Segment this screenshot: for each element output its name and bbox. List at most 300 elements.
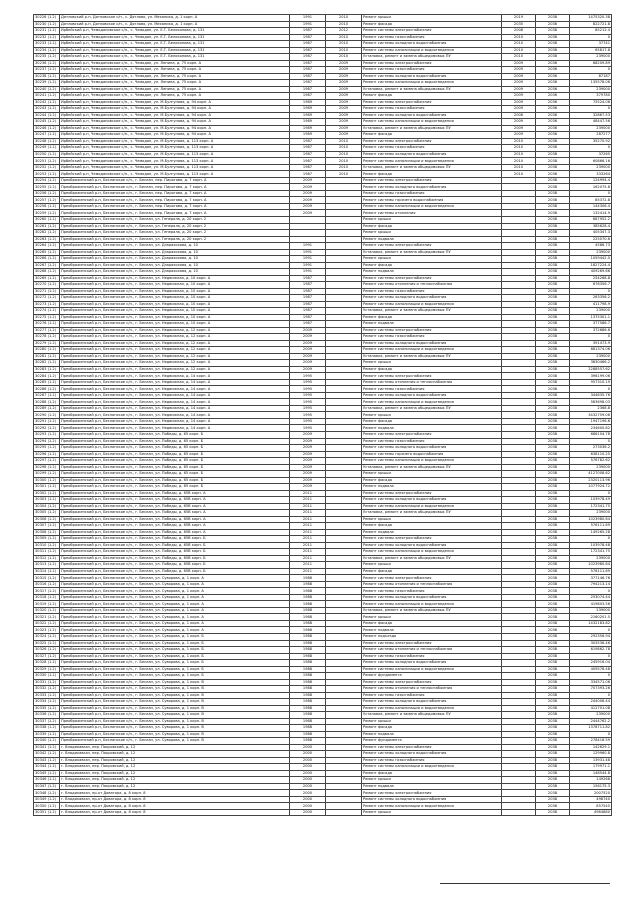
cell-work: Ремонт системы электроснабжения bbox=[362, 60, 502, 67]
cell-year_built: 2009 bbox=[290, 484, 326, 491]
cell-num: 30346 (1.2) bbox=[34, 777, 60, 784]
cell-sum: 0 bbox=[570, 692, 612, 699]
cell-fact_year: 2038 bbox=[536, 438, 570, 445]
cell-num: 30339 (1.2) bbox=[34, 731, 60, 738]
cell-sum: 239000 bbox=[570, 464, 612, 471]
cell-plan_year: 2010 bbox=[502, 164, 536, 171]
cell-fact_year: 2038 bbox=[536, 503, 570, 510]
cell-work: Ремонт системы отопления и теплоснабжения bbox=[362, 686, 502, 693]
cell-sum: 239000 bbox=[570, 353, 612, 360]
cell-work: Ремонт крыши bbox=[362, 412, 502, 419]
cell-sum: 0 bbox=[570, 653, 612, 660]
cell-fact_year: 2036 bbox=[536, 80, 570, 87]
cell-sum: 103978.49 bbox=[570, 497, 612, 504]
cell-address: Ирбейский р-н, Чемодановское с/п., с. Чемодан, ул. Е.Т. Белоконова, д. 131 bbox=[60, 47, 290, 54]
cell-fact_year: 2038 bbox=[536, 627, 570, 634]
cell-num: 30340 (1.2) bbox=[34, 738, 60, 745]
cell-fact_year: 2038 bbox=[536, 523, 570, 530]
cell-num: 30296 (1.2) bbox=[34, 451, 60, 458]
cell-fact_year: 2038 bbox=[536, 542, 570, 549]
cell-year_ext: 2010 bbox=[326, 158, 362, 165]
cell-address: Преображенский р-н, Бесланское с/п., г. Беслан, ул. Победы, д. 65 корп. Б bbox=[60, 451, 290, 458]
cell-fact_year: 2036 bbox=[536, 112, 570, 119]
cell-num: 30260 (1.2) bbox=[34, 216, 60, 223]
cell-year_built: 1988 bbox=[290, 594, 326, 601]
cell-plan_year: 2009 bbox=[502, 119, 536, 126]
cell-fact_year: 2038 bbox=[536, 164, 570, 171]
cell-work: Ремонт системы холодного водоснабжения bbox=[362, 796, 502, 803]
cell-work: Ремонт системы канализации и водоотведения bbox=[362, 601, 502, 608]
cell-address: Преображенский р-н, Бесланское с/п., г. Беслан, ул. Суворова, д. 1 корп. В bbox=[60, 738, 290, 745]
cell-num: 30301 (1.2) bbox=[34, 484, 60, 491]
cell-year_built: 2011 bbox=[290, 510, 326, 517]
cell-sum: 576111.69 bbox=[570, 523, 612, 530]
cell-address: Преображенский р-н, Бесланское с/п., г. Беслан, ул. Недвижная, д. 14 корп. А bbox=[60, 386, 290, 393]
cell-num: 30246 (1.2) bbox=[34, 125, 60, 132]
cell-year_built: 1995 bbox=[290, 405, 326, 412]
cell-fact_year: 2038 bbox=[536, 145, 570, 152]
cell-work: Ремонт системы электроснабжения bbox=[362, 536, 502, 543]
cell-num: 30264 (1.2) bbox=[34, 243, 60, 250]
cell-work: Ремонт фасада bbox=[362, 93, 502, 100]
cell-sum: 273036.2 bbox=[570, 445, 612, 452]
cell-plan_year: 2010 bbox=[502, 41, 536, 48]
cell-num: 30279 (1.2) bbox=[34, 340, 60, 347]
cell-num: 30285 (1.2) bbox=[34, 379, 60, 386]
cell-num: 30270 (1.2) bbox=[34, 282, 60, 289]
cell-work: Ремонт фасада bbox=[362, 314, 502, 321]
cell-year_ext: 2010 bbox=[326, 171, 362, 178]
cell-work: Ремонт подвала bbox=[362, 627, 502, 634]
cell-num: 30318 (1.2) bbox=[34, 594, 60, 601]
cell-year_built: 1988 bbox=[290, 738, 326, 745]
cell-address: Преображенский р-н, Бесланское с/п., г. Беслан, ул. Победы, д. 65 корп. Б bbox=[60, 445, 290, 452]
cell-num: 30330 (1.2) bbox=[34, 673, 60, 680]
cell-address: Преображенский р-н, Бесланское с/п., г. Беслан, пер. Пирогова, д. 7 корп. А bbox=[60, 184, 290, 191]
repair-program-table bbox=[33, 14, 612, 816]
cell-num: 30277 (1.2) bbox=[34, 327, 60, 334]
cell-address: Преображенский р-н, Бесланское с/п., г. Беслан, ул. Победы, д. 65В корп. А bbox=[60, 503, 290, 510]
cell-work: Ремонт фасада bbox=[362, 477, 502, 484]
cell-plan_year: 2009 bbox=[502, 125, 536, 132]
cell-num: 30233 (1.2) bbox=[34, 41, 60, 48]
cell-work: Ремонт системы холодного водоснабжения bbox=[362, 340, 502, 347]
cell-year_built: 1987 bbox=[290, 151, 326, 158]
cell-address: Преображенский р-н, Бесланское с/п., г. Беслан, ул. Победы, д. 65 корп. Б bbox=[60, 477, 290, 484]
cell-fact_year: 2038 bbox=[536, 633, 570, 640]
cell-num: 30306 (1.2) bbox=[34, 516, 60, 523]
cell-sum: 1023980.64 bbox=[570, 562, 612, 569]
cell-num: 30324 (1.2) bbox=[34, 633, 60, 640]
cell-work: Ремонт системы канализации и водоотведения bbox=[362, 803, 502, 810]
cell-work: Ремонт подвала bbox=[362, 529, 502, 536]
cell-sum: 0 bbox=[570, 438, 612, 445]
cell-year_built: 2011 bbox=[290, 523, 326, 530]
cell-address: Дятловский р-н, Дятловское с/п., с. Дятлово, ул. Механика, д. 1 корп. А bbox=[60, 21, 290, 28]
cell-address: Преображенский р-н, Бесланское с/п., г. Беслан, пер. Пирогова, д. 7 корп. А bbox=[60, 203, 290, 210]
cell-work: Ремонт системы электроснабжения bbox=[362, 679, 502, 686]
cell-work: Ремонт крыши bbox=[362, 516, 502, 523]
cell-address: г. Владикавказ, пер. Покровский, д. 12 bbox=[60, 770, 290, 777]
cell-work: Ремонт системы горячего водоснабжения bbox=[362, 197, 502, 204]
cell-year_ext: 2009 bbox=[326, 119, 362, 126]
cell-num: 30265 (1.2) bbox=[34, 249, 60, 256]
cell-plan_year: 2009 bbox=[502, 73, 536, 80]
cell-fact_year: 2038 bbox=[536, 601, 570, 608]
cell-plan_year: 2009 bbox=[502, 67, 536, 74]
cell-address: Ирбейский р-н, Чемодановское с/п., с. Чемодан, ул. Е.Т. Белоконова, д. 131 bbox=[60, 28, 290, 35]
cell-year_built: 1988 bbox=[290, 666, 326, 673]
cell-year_built: 1988 bbox=[290, 686, 326, 693]
cell-work: Ремонт системы холодного водоснабжения bbox=[362, 594, 502, 601]
cell-sum: 377586.7 bbox=[570, 321, 612, 328]
cell-sum: 303536.46 bbox=[570, 640, 612, 647]
cell-year_ext: 2010 bbox=[326, 151, 362, 158]
cell-work: Ремонт крыши bbox=[362, 718, 502, 725]
cell-fact_year: 2036 bbox=[536, 86, 570, 93]
cell-fact_year: 2038 bbox=[536, 614, 570, 621]
cell-fact_year: 2038 bbox=[536, 256, 570, 263]
cell-fact_year: 2038 bbox=[536, 282, 570, 289]
cell-work: Ремонт фундамента bbox=[362, 738, 502, 745]
cell-year_ext: 2009 bbox=[326, 60, 362, 67]
cell-address: Преображенский р-н, Бесланское с/п., г. Беслан, ул. Победы, д. 65В корп. А bbox=[60, 516, 290, 523]
cell-year_built: 1988 bbox=[290, 581, 326, 588]
cell-plan_year: 2010 bbox=[502, 145, 536, 152]
cell-work: Ремонт крыши bbox=[362, 471, 502, 478]
cell-work: Ремонт системы газоснабжения bbox=[362, 386, 502, 393]
cell-fact_year: 2036 bbox=[536, 21, 570, 28]
cell-num: 30255 (1.2) bbox=[34, 184, 60, 191]
cell-year_built: 1988 bbox=[290, 731, 326, 738]
cell-sum: 32867.53 bbox=[570, 112, 612, 119]
cell-work: Установка, ремонт и замена общедомовых ПУ bbox=[362, 712, 502, 719]
cell-num: 30239 (1.2) bbox=[34, 80, 60, 87]
cell-sum: 0 bbox=[570, 536, 612, 543]
cell-year_built: 1987 bbox=[290, 34, 326, 41]
cell-fact_year: 2038 bbox=[536, 177, 570, 184]
cell-address: Преображенский р-н, Бесланское с/п., г. Беслан, ул. Победы, д. 65В корп. Б bbox=[60, 555, 290, 562]
cell-address: Преображенский р-н, Бесланское с/п., г. Беслан, ул. Дзарахохова, д. 10 bbox=[60, 249, 290, 256]
cell-work: Ремонт системы отопления и теплоснабжения bbox=[362, 282, 502, 289]
cell-work: Ремонт подвала bbox=[362, 783, 502, 790]
cell-year_built: 2011 bbox=[290, 529, 326, 536]
cell-plan_year: 2008 bbox=[502, 28, 536, 35]
cell-address: г. Владикавказ, пер. Покровский, д. 12 bbox=[60, 751, 290, 758]
cell-year_built: 1988 bbox=[290, 640, 326, 647]
cell-address: Ирбейский р-н, Чемодановское с/п., с. Чемодан, ул. Ленина, д. 75 корп. А bbox=[60, 67, 290, 74]
cell-sum: 4984880 bbox=[570, 809, 612, 816]
cell-plan_year: 2010 bbox=[502, 158, 536, 165]
cell-num: 30244 (1.2) bbox=[34, 112, 60, 119]
cell-sum: 1432183.82 bbox=[570, 620, 612, 627]
cell-address: Преображенский р-н, Бесланское с/п., г. Беслан, ул. Недвижная, д. 12 корп. А bbox=[60, 327, 290, 334]
cell-num: 30287 (1.2) bbox=[34, 392, 60, 399]
cell-year_built: 2009 bbox=[290, 334, 326, 341]
cell-work: Ремонт системы электроснабжения bbox=[362, 99, 502, 106]
cell-work: Ремонт системы отопления bbox=[362, 210, 502, 217]
cell-year_built: 2000 bbox=[290, 796, 326, 803]
cell-sum: 0 bbox=[570, 386, 612, 393]
cell-year_built: 2000 bbox=[290, 757, 326, 764]
cell-work: Ремонт системы электроснабжения bbox=[362, 490, 502, 497]
cell-fact_year: 2038 bbox=[536, 770, 570, 777]
cell-year_built: 1988 bbox=[290, 692, 326, 699]
cell-plan_year: 2009 bbox=[502, 93, 536, 100]
cell-address: г. Владикавказ, пр-кт Доватора, д. 8 корп. 8 bbox=[60, 790, 290, 797]
cell-address: Преображенский р-н, Бесланское с/п., г. Беслан, ул. Суворова, д. 1 корп. Б bbox=[60, 647, 290, 654]
cell-address: Преображенский р-н, Бесланское с/п., г. Беслан, ул. Суворова, д. 1 корп. В bbox=[60, 731, 290, 738]
cell-fact_year: 2038 bbox=[536, 666, 570, 673]
cell-plan_year: 2009 bbox=[502, 60, 536, 67]
cell-fact_year: 2038 bbox=[536, 288, 570, 295]
cell-plan_year: 2010 bbox=[502, 34, 536, 41]
cell-address: Преображенский р-н, Бесланское с/п., г. Беслан, ул. Суворова, д. 1 корп. А bbox=[60, 588, 290, 595]
cell-work: Ремонт фасада bbox=[362, 366, 502, 373]
cell-work: Ремонт системы газоснабжения bbox=[362, 438, 502, 445]
cell-num: 30289 (1.2) bbox=[34, 405, 60, 412]
cell-year_built: 2009 bbox=[290, 458, 326, 465]
cell-fact_year: 2038 bbox=[536, 230, 570, 237]
cell-fact_year: 2038 bbox=[536, 327, 570, 334]
cell-address: Ирбейский р-н, Чемодановское с/п., с. Чемодан, ул. М.Булгунова, д. 94 корп. А bbox=[60, 119, 290, 126]
cell-fact_year: 2038 bbox=[536, 269, 570, 276]
cell-fact_year: 2038 bbox=[536, 620, 570, 627]
cell-fact_year: 2038 bbox=[536, 731, 570, 738]
cell-work: Ремонт системы холодного водоснабжения bbox=[362, 112, 502, 119]
cell-work: Ремонт фасада bbox=[362, 725, 502, 732]
cell-num: 30284 (1.2) bbox=[34, 373, 60, 380]
cell-fact_year: 2036 bbox=[536, 125, 570, 132]
cell-num: 30337 (1.2) bbox=[34, 718, 60, 725]
cell-address: Преображенский р-н, Бесланское с/п., г. Беслан, ул. Недвижная, д. 12 корп. А bbox=[60, 334, 290, 341]
cell-plan_year: 2008 bbox=[502, 112, 536, 119]
cell-address: Преображенский р-н, Бесланское с/п., г. Беслан, ул. Победы, д. 65В корп. А bbox=[60, 523, 290, 530]
cell-fact_year: 2038 bbox=[536, 490, 570, 497]
cell-sum: 686104.78 bbox=[570, 432, 612, 439]
cell-work: Ремонт фасада bbox=[362, 418, 502, 425]
cell-sum: 2288557.62 bbox=[570, 366, 612, 373]
cell-num: 30299 (1.2) bbox=[34, 471, 60, 478]
cell-year_built: 1988 bbox=[290, 575, 326, 582]
cell-year_ext: 2009 bbox=[326, 106, 362, 113]
cell-year_ext: 2010 bbox=[326, 21, 362, 28]
cell-year_built: 2009 bbox=[290, 197, 326, 204]
cell-num: 30322 (1.2) bbox=[34, 620, 60, 627]
cell-work: Ремонт системы холодного водоснабжения bbox=[362, 73, 502, 80]
cell-year_built: 1987 bbox=[290, 288, 326, 295]
cell-fact_year: 2036 bbox=[536, 99, 570, 106]
cell-work: Установка, ремонт и замена общедомовых ПУ bbox=[362, 308, 502, 315]
cell-year_built: 1988 bbox=[290, 607, 326, 614]
cell-address: Преображенский р-н, Бесланское с/п., г. Беслан, ул. Победы, д. 65В корп. Б bbox=[60, 568, 290, 575]
cell-work: Ремонт крыши bbox=[362, 614, 502, 621]
cell-num: 30266 (1.2) bbox=[34, 256, 60, 263]
cell-year_built: 2009 bbox=[290, 432, 326, 439]
cell-sum: 2320113.96 bbox=[570, 477, 612, 484]
cell-year_built: 1995 bbox=[290, 412, 326, 419]
cell-work: Установка, ремонт и замена общедомовых ПУ bbox=[362, 555, 502, 562]
cell-fact_year: 2036 bbox=[536, 119, 570, 126]
cell-year_built: 2000 bbox=[290, 770, 326, 777]
cell-work: Ремонт крыши bbox=[362, 562, 502, 569]
cell-sum: 1077924.72 bbox=[570, 484, 612, 491]
cell-year_built: 2011 bbox=[290, 549, 326, 556]
cell-work: Ремонт системы электроснабжения bbox=[362, 575, 502, 582]
cell-fact_year: 2038 bbox=[536, 158, 570, 165]
cell-fact_year: 2038 bbox=[536, 249, 570, 256]
cell-num: 30317 (1.2) bbox=[34, 588, 60, 595]
cell-num: 30325 (1.2) bbox=[34, 640, 60, 647]
cell-num: 30298 (1.2) bbox=[34, 464, 60, 471]
cell-fact_year: 2038 bbox=[536, 373, 570, 380]
cell-sum: 48447.56 bbox=[570, 119, 612, 126]
cell-num: 30302 (1.2) bbox=[34, 490, 60, 497]
cell-year_built: 1988 bbox=[290, 633, 326, 640]
cell-year_ext: 2009 bbox=[326, 112, 362, 119]
cell-sum: 1023980.64 bbox=[570, 516, 612, 523]
cell-address: Преображенский р-н, Бесланское с/п., г. Беслан, пер. Пирогова, д. 7 корп. А bbox=[60, 197, 290, 204]
cell-sum: 412701.08 bbox=[570, 705, 612, 712]
cell-work: Ремонт подвала bbox=[362, 236, 502, 243]
cell-fact_year: 2038 bbox=[536, 262, 570, 269]
cell-num: 30243 (1.2) bbox=[34, 106, 60, 113]
cell-year_built: 1989 bbox=[290, 112, 326, 119]
cell-fact_year: 2038 bbox=[536, 484, 570, 491]
cell-num: 30262 (1.2) bbox=[34, 230, 60, 237]
cell-sum: 85212.4 bbox=[570, 28, 612, 35]
cell-address: Преображенский р-н, Бесланское с/п., г. Беслан, ул. Победы, д. 65 корп. Б bbox=[60, 432, 290, 439]
cell-year_built: 1988 bbox=[290, 614, 326, 621]
cell-sum: 0 bbox=[570, 490, 612, 497]
cell-year_built: 1988 bbox=[290, 660, 326, 667]
cell-fact_year: 2038 bbox=[536, 353, 570, 360]
cell-work: Ремонт системы канализации и водоотведения bbox=[362, 80, 502, 87]
cell-sum: 162075.8 bbox=[570, 184, 612, 191]
cell-work: Ремонт системы канализации и водоотведения bbox=[362, 47, 502, 54]
cell-sum: 253074.44 bbox=[570, 594, 612, 601]
cell-num: 30231 (1.2) bbox=[34, 28, 60, 35]
cell-sum: 35270.92 bbox=[570, 138, 612, 145]
cell-year_ext: 2010 bbox=[326, 34, 362, 41]
cell-address: Преображенский р-н, Бесланское с/п., г. Беслан, ул. Генерала, д. 20 корп. 2 bbox=[60, 216, 290, 223]
cell-sum: 87187 bbox=[570, 73, 612, 80]
cell-work: Ремонт подъезда bbox=[362, 633, 502, 640]
cell-address: Ирбейский р-н, Чемодановское с/п., с. Чемодан, ул. М.Булгунова, д. 94 корп. А bbox=[60, 132, 290, 139]
cell-work: Ремонт системы газоснабжения bbox=[362, 190, 502, 197]
table-row bbox=[34, 809, 612, 816]
cell-address: Преображенский р-н, Бесланское с/п., г. Беслан, ул. Суворова, д. 1 корп. В bbox=[60, 725, 290, 732]
cell-fact_year: 2038 bbox=[536, 360, 570, 367]
cell-work: Ремонт системы холодного водоснабжения bbox=[362, 751, 502, 758]
cell-sum: 409578.48 bbox=[570, 666, 612, 673]
cell-num: 30327 (1.2) bbox=[34, 653, 60, 660]
cell-sum: 681374.06 bbox=[570, 347, 612, 354]
cell-work: Ремонт фасада bbox=[362, 21, 502, 28]
cell-fact_year: 2038 bbox=[536, 725, 570, 732]
cell-num: 30334 (1.2) bbox=[34, 699, 60, 706]
cell-fact_year: 2038 bbox=[536, 197, 570, 204]
cell-work: Ремонт крыши bbox=[362, 256, 502, 263]
cell-fact_year: 2038 bbox=[536, 686, 570, 693]
cell-address: Ирбейский р-н, Чемодановское с/п., с. Чемодан, ул. М.Булгунова, д. 94 корп. А bbox=[60, 99, 290, 106]
cell-address: Преображенский р-н, Бесланское с/п., г. Беслан, ул. Недвижная, д. 10 корп. А bbox=[60, 314, 290, 321]
cell-address: Преображенский р-н, Бесланское с/п., г. Беслан, ул. Суворова, д. 1 корп. Б bbox=[60, 660, 290, 667]
cell-num: 30342 (1.2) bbox=[34, 751, 60, 758]
cell-num: 30286 (1.2) bbox=[34, 386, 60, 393]
cell-address: Преображенский р-н, Бесланское с/п., г. Беслан, ул. Суворова, д. 1 корп. Б bbox=[60, 673, 290, 680]
cell-sum: 419803.56 bbox=[570, 601, 612, 608]
cell-work: Ремонт подвала bbox=[362, 321, 502, 328]
cell-work: Ремонт подвала bbox=[362, 425, 502, 432]
cell-address: Преображенский р-н, Бесланское с/п., г. Беслан, ул. Недвижная, д. 10 корп. А bbox=[60, 282, 290, 289]
cell-year_built: 1987 bbox=[290, 164, 326, 171]
cell-sum: 129960.8 bbox=[570, 751, 612, 758]
cell-address: Преображенский р-н, Бесланское с/п., г. Беслан, ул. Суворова, д. 1 корп. В bbox=[60, 679, 290, 686]
cell-sum: 0 bbox=[570, 67, 612, 74]
cell-sum: 409269.66 bbox=[570, 269, 612, 276]
cell-fact_year: 2038 bbox=[536, 458, 570, 465]
cell-address: Преображенский р-н, Бесланское с/п., г. Беслан, ул. Недвижная, д. 10 корп. А bbox=[60, 301, 290, 308]
cell-work: Ремонт системы электроснабжения bbox=[362, 432, 502, 439]
cell-year_ext: 2010 bbox=[326, 164, 362, 171]
cell-sum: 148544.8 bbox=[570, 770, 612, 777]
cell-address: Преображенский р-н, Бесланское с/п., г. Беслан, ул. Недвижная, д. 10 корп. А bbox=[60, 275, 290, 282]
cell-year_built: 2011 bbox=[290, 536, 326, 543]
cell-plan_year: 2010 bbox=[502, 151, 536, 158]
cell-work: Ремонт фасада bbox=[362, 568, 502, 575]
cell-year_built: 2000 bbox=[290, 744, 326, 751]
cell-work: Установка, ремонт и замена общедомовых ПУ bbox=[362, 405, 502, 412]
cell-year_built: 1988 bbox=[290, 725, 326, 732]
cell-work: Установка, ремонт и замена общедомовых ПУ bbox=[362, 353, 502, 360]
cell-work: Ремонт системы газоснабжения bbox=[362, 757, 502, 764]
cell-num: 30343 (1.2) bbox=[34, 757, 60, 764]
footer-rule bbox=[440, 883, 610, 884]
cell-fact_year: 2036 bbox=[536, 67, 570, 74]
cell-sum: 37741 bbox=[570, 41, 612, 48]
cell-num: 30276 (1.2) bbox=[34, 321, 60, 328]
cell-num: 30258 (1.2) bbox=[34, 203, 60, 210]
cell-year_built: 1987 bbox=[290, 80, 326, 87]
cell-num: 30310 (1.2) bbox=[34, 542, 60, 549]
cell-address: Преображенский р-н, Бесланское с/п., г. Беслан, ул. Дзарахохова, д. 10 bbox=[60, 256, 290, 263]
cell-sum: 68209.89 bbox=[570, 60, 612, 67]
cell-plan_year: 2009 bbox=[502, 132, 536, 139]
cell-year_built: 2011 bbox=[290, 497, 326, 504]
cell-fact_year: 2038 bbox=[536, 796, 570, 803]
cell-sum: 0 bbox=[570, 673, 612, 680]
cell-year_built: 1987 bbox=[290, 295, 326, 302]
cell-sum: 239000 bbox=[570, 712, 612, 719]
cell-year_built: 1995 bbox=[290, 386, 326, 393]
cell-num: 30304 (1.2) bbox=[34, 503, 60, 510]
cell-sum: 707393.26 bbox=[570, 686, 612, 693]
cell-num: 30350 (1.2) bbox=[34, 803, 60, 810]
cell-address: Преображенский р-н, Бесланское с/п., г. Беслан, ул. Победы, д. 65В корп. А bbox=[60, 490, 290, 497]
cell-num: 30309 (1.2) bbox=[34, 536, 60, 543]
cell-num: 30271 (1.2) bbox=[34, 288, 60, 295]
cell-fact_year: 2038 bbox=[536, 386, 570, 393]
cell-address: Ирбейский р-н, Чемодановское с/п., с. Чемодан, ул. М.Булгунова, д. 113 корп. А bbox=[60, 171, 290, 178]
cell-num: 30336 (1.2) bbox=[34, 712, 60, 719]
cell-fact_year: 2038 bbox=[536, 445, 570, 452]
cell-work: Ремонт системы канализации и водоотведения bbox=[362, 301, 502, 308]
cell-num: 30248 (1.2) bbox=[34, 138, 60, 145]
cell-sum: 0 bbox=[570, 190, 612, 197]
cell-address: Ирбейский р-н, Чемодановское с/п., с. Чемодан, ул. М.Булгунова, д. 113 корп. А bbox=[60, 164, 290, 171]
cell-address: Преображенский р-н, Бесланское с/п., г. Беслан, ул. Недвижная, д. 14 корп. А bbox=[60, 405, 290, 412]
